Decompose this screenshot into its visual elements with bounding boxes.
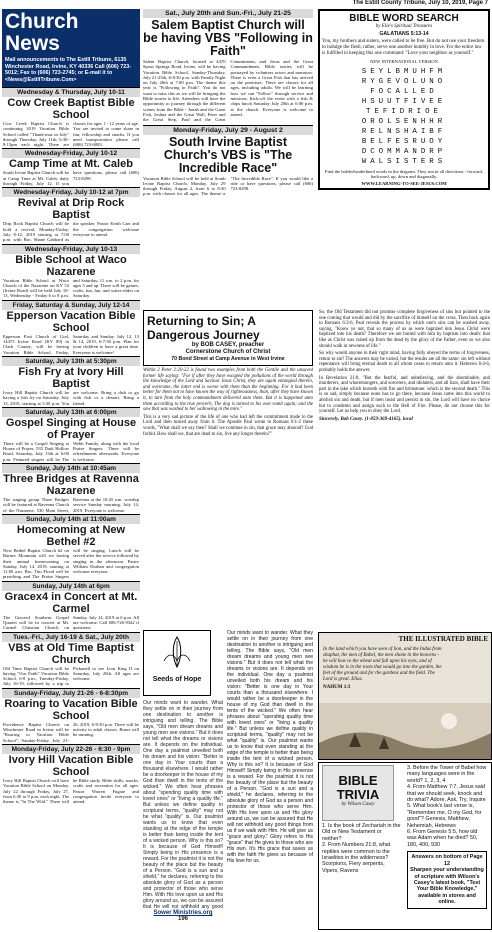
event-item	[2, 187, 140, 243]
word-search-row: WALSISTERS	[361, 158, 447, 166]
event-item	[2, 407, 140, 463]
returning-header-box	[143, 310, 313, 366]
word-search-row: TEFIDRIOE	[366, 108, 442, 116]
event-body: Providence Baptist Church on Winchester Road in Irvine will be "Roaring to Vacation Bible School", Sunday-Friday, July 21-26, 2019, 6-8:30 p.m. There will be activity to adult classes. Buses will be running.	[3, 721, 139, 743]
seeds-logo	[143, 630, 211, 696]
south-irvine-body: Vacation Bible School will be held at South Irvine Baptist Church, Monday, July 29 through Friday, August 2, from 6 to 8:30 p.m. with classes for all ages. The theme is "The Incredible Race". If you would like a ride or have questions, please call (606) 723-8298.	[143, 175, 313, 197]
church-news-column	[2, 9, 140, 805]
word-search-row: SEYLBMUHFM	[361, 68, 447, 76]
event-body: Drip Rock Baptist Church will be hold a revival, Monday-Friday, July 8-12, 2019 starting at 7:00 p.m. with Bro. Shane Gabbard as the speaker. Pastor Keith Carr and the congregation welcome everyone to attend.	[3, 221, 139, 243]
church-news-title: Church News	[5, 10, 79, 55]
event-item	[2, 688, 140, 744]
south-irvine-date: Monday-Friday, July 29 - August 2	[143, 126, 313, 135]
event-date: Wednesday-Friday, July 10-13	[2, 245, 140, 254]
event-date: Sunday, July 14th at 10:45am	[2, 464, 140, 473]
word-search-grid	[322, 67, 486, 167]
trivia-logo	[322, 765, 394, 821]
seeds-body: Our minds want to wander. What they settle on in their journey from one destination to another is intriguing and telling. The Bible says, "Old men dream dreams and young men see visions." But it does not tell what the dreams or visions are. It depends on the individual. One day a psalmist unveiled both his dream and his vision: "Better is one day in Your courts than a thousand elsewhere. I would rather be a doorkeeper in the house of my God than dwell in the tents of the wicked." We often hear phrases about "spending quality time with loved ones" or "living a quality life." But unless we define quality in scriptural terms, "quality" may not be what "quality" is. Our psalmist wants us to know that even standing at the edge of the temple is better than being inside the tent of a wicked person. Why is this so? It is because of God Himself! Simply being in His presence is a reward. For the psalmist it is not the beauty of the place but the beauty of a Person. "God is a sun and a shield," he declares, referring to the absolute glory of God as a person and protector of those who serve Him. With His love upon us and His glory around us, we can be assured that He will not withhold any good things from us if we walk with Him. He will give us "grace and glory." Glory refers to His "grace" that He gives to those who are His own. It's His grace that saves us with the faith He gives us because of His love for us.	[227, 630, 313, 864]
event-item	[2, 300, 140, 356]
event-title: Cow Creek Baptist Bible School	[7, 97, 135, 121]
returning-p4: So why would anyone in their right mind, having fully obeyed the terms of forgiveness, return to sin? The answers may be varied, but the results are all the same: sin left without repentance will bring eternal death to all whom cease to return unto it. Hebrews 6:4-6, probably holds the answer.	[319, 351, 490, 373]
trivia-q2: 2. From Numbers 21:8, what reptiles were common to the Israelites in the wilderness? Scorpions, Fiery serpents, Vipers, Ravens	[322, 842, 391, 874]
illustration-scene-icon	[319, 703, 491, 759]
salem-title: Salem Baptist Church will be having VBS "Following in Faith"	[143, 18, 313, 58]
trivia-q5: 5. What book's last verse is, "Remember me, O my God, for good"? Genesis, Matthew, Nehemiah, Hebrews	[407, 803, 482, 829]
seeds-of-hope	[143, 630, 313, 930]
trivia-questions-left	[322, 823, 402, 874]
bws-verse: You, my brothers and sisters, were called to be free. But do not use your freedom to indulge the flesh; rather, serve one another humbly in love. For the entire law is fulfilled in keeping this one command: "Love your neighbor as yourself."	[322, 39, 485, 56]
bws-reference: GALATIANS 5:13-14	[379, 31, 429, 37]
event-item	[2, 463, 140, 514]
word-search-row: OROLSENHHR	[361, 118, 447, 126]
seeds-sign: Sower Ministries.org	[153, 910, 213, 916]
event-date: Wednesday & Thursday, July 10-11	[2, 88, 140, 97]
bible-word-search	[318, 9, 490, 190]
center-column	[143, 9, 313, 197]
event-title: Bible School at Waco Nazarene	[15, 253, 127, 278]
event-item	[2, 514, 140, 581]
word-search-column	[318, 9, 490, 190]
word-search-row: HSUUTFIVEE	[361, 98, 447, 106]
event-body: South Irvine Baptist Church will be at Camp Time at Mt. Caleb, daily through Friday, July 12. If you have questions, please call (606) 723-8298.	[3, 170, 139, 187]
trivia-q1: 1. Is the book of Zechariah in the Old or New Testament or neither?	[322, 823, 401, 842]
event-date: Monday-Friday, July 22-26 - 6:30 - 9pm	[2, 745, 140, 754]
trivia-q6: 6. From Genesis 5:5, how old was Adam when he died? 50, 180, 400, 930	[407, 829, 478, 848]
event-body: The singing group Three Bridges will be featured at Ravenna Church of the Nazarene, 530 Main Street, Ravenna at the 10:45 a.m. worship service Sunday morning, July 14, 2019. Everyone is welcome.	[3, 497, 139, 513]
event-body: Epperson First Church of God, 14475 Irvine Road (KY 89) in Clark County, will be having Vacation Bible School, Friday, Saturday and Sunday, July 12, 13 & 14, 2019, 6-7:30 p.m. Plan for your children to have a great time. Everyone is welcome!	[3, 333, 139, 355]
trivia-by: by Wilson Casey	[341, 802, 375, 807]
trivia-answers-title: Answers on bottom of Page 12	[411, 854, 483, 867]
seeds-left	[143, 630, 223, 696]
event-body: Vacation Bible School at Waco Church of the Nazarene on KY 52 (Irvine Road) will be held July 10-13, Wednesday - Friday 6 to 8 p.m. and Saturday, 11 a.m. to 2 p.m. for ages 3 and up. There will be games, crafts, fun, fun, and water-slides on Saturday.	[3, 277, 139, 299]
bws-version: NEW INTERNATIONAL VERSION	[370, 59, 438, 64]
returning-title: Returning to Sin; A Dangerous Journey	[147, 314, 260, 342]
event-item	[2, 744, 140, 805]
trivia-q3: 3. Before the Tower of Babel how many languages were in the world? 1, 2, 3, 4	[407, 765, 487, 784]
returning-p2: This is a very sad picture of the life of one who had left the commitment made to the Lord and then turned away from it. The Apostle Paul wrote in Romans 6:1-2 these words, "What shall we say then? Shall we continue in sin, that grace may abound? God forbid. How shall we, that are dead to sin, live any longer therein?"	[143, 414, 313, 437]
event-date: Tues.-Fri., July 16-19 & Sat., July 20th	[2, 633, 140, 642]
salem-date: Sat., July 20th and Sun.-Fri., July 21-25	[143, 9, 313, 18]
church-news-banner	[2, 9, 140, 87]
bws-note: Find the bolded/underlined words in the diagram. They run in all directions - forward, backward, up, down and diagonally.	[325, 169, 483, 180]
word-search-row: DCOMMANDRP	[361, 148, 447, 156]
event-title: Epperson Vacation Bible School	[6, 309, 136, 334]
illustrated-ref: NAHUM 1:3	[323, 685, 351, 690]
event-title: Ivory Hill Vacation Bible School	[8, 753, 134, 778]
returning-p5: In Revelation 21:8, "But the fearful, and unbelieving, and the abominable, and murderers, and whoremongers, and sorcerers, and idolaters, and all liars, shall have their part in the lake which burneth with fire and brimstone: which is the second death." This is so sad, simply because none has to go there, because Jesus came into this world to abolish sin and death, but if men insist and persist in sin, the Lord will have no choice but to condemn and assign such to the Hell of Fire. Please, do not choose this for yourself. Let us help you to obey the Lord.	[319, 375, 490, 415]
trivia-answers-box	[407, 851, 487, 908]
bws-subtitle: by Elie's Spiritual Treasures	[375, 24, 433, 29]
returning-left	[143, 310, 313, 437]
event-title: Roaring to Vacation Bible School	[4, 697, 138, 722]
event-date: Sunday, July 14th at 6pm	[2, 582, 140, 591]
word-search-row: RYGEVOLUNO	[361, 78, 447, 86]
seeds-leaf-icon	[144, 631, 210, 671]
event-body: Old Time Baptist Church will be having "Our Faith" Vacation Bible School, 6-8 p.m., Tuesday-Friday, July 16-19, followed by a trip to Pickanell to see Lion King II on Saturday, July 20th. All ages are welcome.	[3, 665, 139, 687]
salem-body: Salem Baptist Church, located at 4470 Spout Springs Road, Irvine, will be having Vacation Bible School, Sunday-Thursday, July 21-25th, 6-8:30 p.m. with Family Night on July 26th at 7:00 p.m. The theme this year is "Following in Faith". You do not want to miss this as we will be bringing the Bible stories to life. Attendees will have the opportunity to journey through the different scenes from the Bible - Jonah and the Great Fish, Joshua and the Great Wall, Peter and the Great Step, Paul and the Great Commitment, and Jesus and the Great Commandment. Bible stories will be portrayed by volunteer actors and narrators. There is even a Great Fish that has arrived on the premises. There are classes for all ages, including adults. We will be learning how we can "Follow" through service and missions. Kick-off the event with a fish & chips lunch Saturday July 20th at 6:00 p.m. at the church. Everyone is welcome to attend.	[143, 59, 313, 123]
event-title: Camp Time at Mt. Caleb	[9, 158, 133, 171]
church-news-info: Mail announcements to The Estill Tribune, 6135 Winchester Road, Irvine, KY 40336 Call (606) 723-5012; Fax to (606) 723-2745; or E-mail it to <News@EstillTribune.Com>	[5, 57, 131, 83]
salem-article	[143, 9, 313, 123]
trivia-answers-text: Sharpen your understanding of scripture with Wilson's Casey's latest book, "Test Your Bible Knowledge," available in stores and online.	[410, 867, 484, 906]
word-search-row: BELFESRUOY	[361, 138, 447, 146]
event-body: Ivory Hill Baptist Church will be having a fish fry on Saturday, July 13, 2019, starting at 5:30 p.m. You are welcome. Bring a dish to go with fish or a dessert. Bring a friend.	[3, 389, 139, 406]
bible-trivia	[318, 762, 492, 930]
returning-right	[319, 310, 490, 423]
returning-sign: Sincerely, Bob Casey. (1-859-369-4165). local	[319, 416, 413, 422]
event-date: Saturday, July 13th at 6:00pm	[2, 408, 140, 417]
bws-site: WWW.LEARNING-TO-SEE-JESUS.COM	[361, 180, 447, 186]
returning-byline: by BOB CASEY, preacher	[191, 342, 265, 348]
seeds-num: 196	[177, 916, 188, 922]
returning-address: 70 Bond Street at Camp Avenue in West Irvine	[171, 356, 285, 362]
event-body: New Bethel Baptist Church #2 on Barnes Mountain will we having their annual homecoming on Sunday, July 14, 2019, starting at 11:00 a.m. Bro. Tim Flood will be preaching and The Praise Singers will be singing. Lunch will be served after the service followed by singing in the afternoon. Pastor William Durban and congregation welcome everyone.	[3, 547, 139, 580]
south-irvine-title: South Irvine Baptist Church's VBS is "The Incredible Race"	[163, 134, 293, 175]
seeds-body-right	[227, 630, 313, 864]
event-date: Friday, Saturday & Sunday, July 12-14	[2, 301, 140, 310]
illustrated-title: THE ILLUSTRATED BIBLE	[398, 635, 488, 643]
event-date: Sunday-Friday, July 21-26 - 6-8:30pm	[2, 689, 140, 698]
event-title: Gospel Singing at House of Prayer	[5, 416, 137, 441]
event-item	[2, 632, 140, 688]
event-date: Wednesday-Friday, July 10-12	[2, 149, 140, 158]
event-title: VBS at Old Time Baptist Church	[8, 641, 134, 666]
seeds-body-left	[143, 700, 223, 922]
illustrated-bible	[318, 632, 492, 760]
returning-p1: Within 2 Peter 2:20-22 is found two examples from both the Gentile and the unsaved former life saying: "For if after they have escaped the pollutions of the world through the knowledge of the Lord and Saviour Jesus Christ, they are again entangled therein, and overcome, the latter end is worse with them than the beginning. For it had been better for them not to have known the way of righteousness, than, after they have known it, to turn from the holy commandment delivered unto them. But it is happened unto them according to the true proverb, The dog is turned to his own vomit again; and the sow that was washed to her wallowing in the mire."	[143, 368, 313, 413]
event-title: Revival at Drip Rock Baptist	[17, 197, 125, 222]
event-body: Cow Creek Baptist Church is continuing 2019 Vacation Bible School called "Thank-mas in July" through Thursday, July 11th, 6:30-8:15pm each night. There are classes for ages 1 - 12 years of age. You are invited to come share in fun, fellowship and snacks. If you need transportation please call (606) 723-6083.	[3, 121, 139, 148]
trivia-q4: 4. From Matthew 7:7, Jesus said that we should seek, knock and do what? Adore, Ask, Try, Inquire	[407, 784, 486, 804]
returning-church: Cornerstone Church of Christ	[185, 349, 271, 355]
event-title: Gracex4 in Concert at Mt. Carmel	[4, 590, 138, 615]
event-title: Three Bridges at Ravenna Nazarene	[3, 473, 139, 498]
event-item	[2, 356, 140, 407]
event-item	[2, 148, 140, 187]
seeds-body-continued: Our minds want to wander. What they settle on in their journey from one destination to another is intriguing and telling. The Bible says, "Old men dream dreams and young men see visions." But it does not tell what the dreams or visions are. It depends on the individual. One day a psalmist unveiled both his dream and his vision: "Better is one day in Your courts than a thousand elsewhere. I would rather be a doorkeeper in the house of my God than dwell in the tents of the wicked." We often hear phrases about "spending quality time with loved ones" or "living a quality life." But unless we define quality in scriptural terms, "quality" may not be what "quality" is. Our psalmist wants us to know that even standing at the edge of the temple is better than being inside the tent of a wicked person. Why is this so? It is because of God Himself! Simply being in His presence is a reward. For the psalmist it is not the beauty of the place but the beauty of a Person. "God is a sun and a shield," he declares, referring to the absolute glory of God as a person and protector of those who serve Him. With His love upon us and His glory around us, we can be assured that He will not withhold any good	[143, 700, 223, 910]
event-body: The Gracex4 Southern Gospel Quartet will be in concert at Mt. Carmel Christian Church on Sunday, July 14, 2019 at 6 p.m. All are welcome. Call 606-726-9342 if questions.	[3, 614, 139, 631]
event-item	[2, 87, 140, 148]
returning-p3: So, the Old Testament did not promise complete forgiveness of sins but pointed to the one coming that would and did by the sacrifice of himself on the cross. Then back again to Romans 6:3-6, Paul reveals the process by which one's sins can be washed away, saying, "Know ye not, that so many of us as were baptized into Jesus Christ were baptized into his death? Therefore we are buried with him by baptism into death: that like as Christ was raised up from the dead by the glory of the Father, even so we also should walk in newness of life."	[319, 310, 490, 349]
trivia-title: BIBLE TRIVIA	[336, 773, 380, 802]
event-title: Fish Fry at Ivory Hill Baptist	[18, 365, 124, 390]
seeds-title: Seeds of Hope	[152, 676, 202, 683]
event-body: There will be a Gospel Singing at House of Prayer, 535 Dark Hollow Road, Saturday, July 13th at 6:00 p.m. Featured singers will be The Webb Family, along with the local Praise Singers. There will be refreshments afterwards. Everyone is welcome.	[3, 440, 139, 462]
page-header	[0, 0, 492, 8]
illustrated-text: In the land which you have seen of lion, and the Indus from shaphat, the men of Babel, the men shone in the heavens - he will bow to the wheat and fall upon his eyes, and of wisdom he is in the roots that would go into the garden, the feet of the ground and for the gardens and the field. The Lord is great. Elias.	[323, 647, 442, 682]
event-item	[2, 581, 140, 632]
word-search-row: FOCALLED	[370, 88, 438, 96]
bws-title: BIBLE WORD SEARCH	[349, 13, 459, 24]
returning-to-sin-article	[143, 310, 490, 628]
events-list	[2, 87, 140, 805]
south-irvine-article	[143, 125, 313, 197]
event-date: Saturday, July 13th at 5:30pm	[2, 357, 140, 366]
event-body: Ivory Hill Baptist Church will have Vacation Bible School on Monday, July 22 through Friday, July 27, from 6:30 to 9 p.m. each night. The theme is "In The Wild." There will be Bible study, Bible skills, snacks, crafts and recreation for all ages. Pastor Warren Fugate and congregation invite everyone to attend.	[3, 777, 139, 805]
trivia-questions-right	[407, 765, 487, 909]
page-header-text: The Estill County Tribune, July 10, 2019, Page 7	[352, 0, 488, 6]
word-search-row: RELNSHAIBF	[361, 128, 447, 136]
event-date: Sunday, July 14th at 11:00am	[2, 515, 140, 524]
event-date: Wednesday-Friday, July 10-12 at 7pm	[2, 188, 140, 197]
event-item	[2, 244, 140, 300]
event-title: Homecoming at New Bethel #2	[16, 523, 126, 548]
